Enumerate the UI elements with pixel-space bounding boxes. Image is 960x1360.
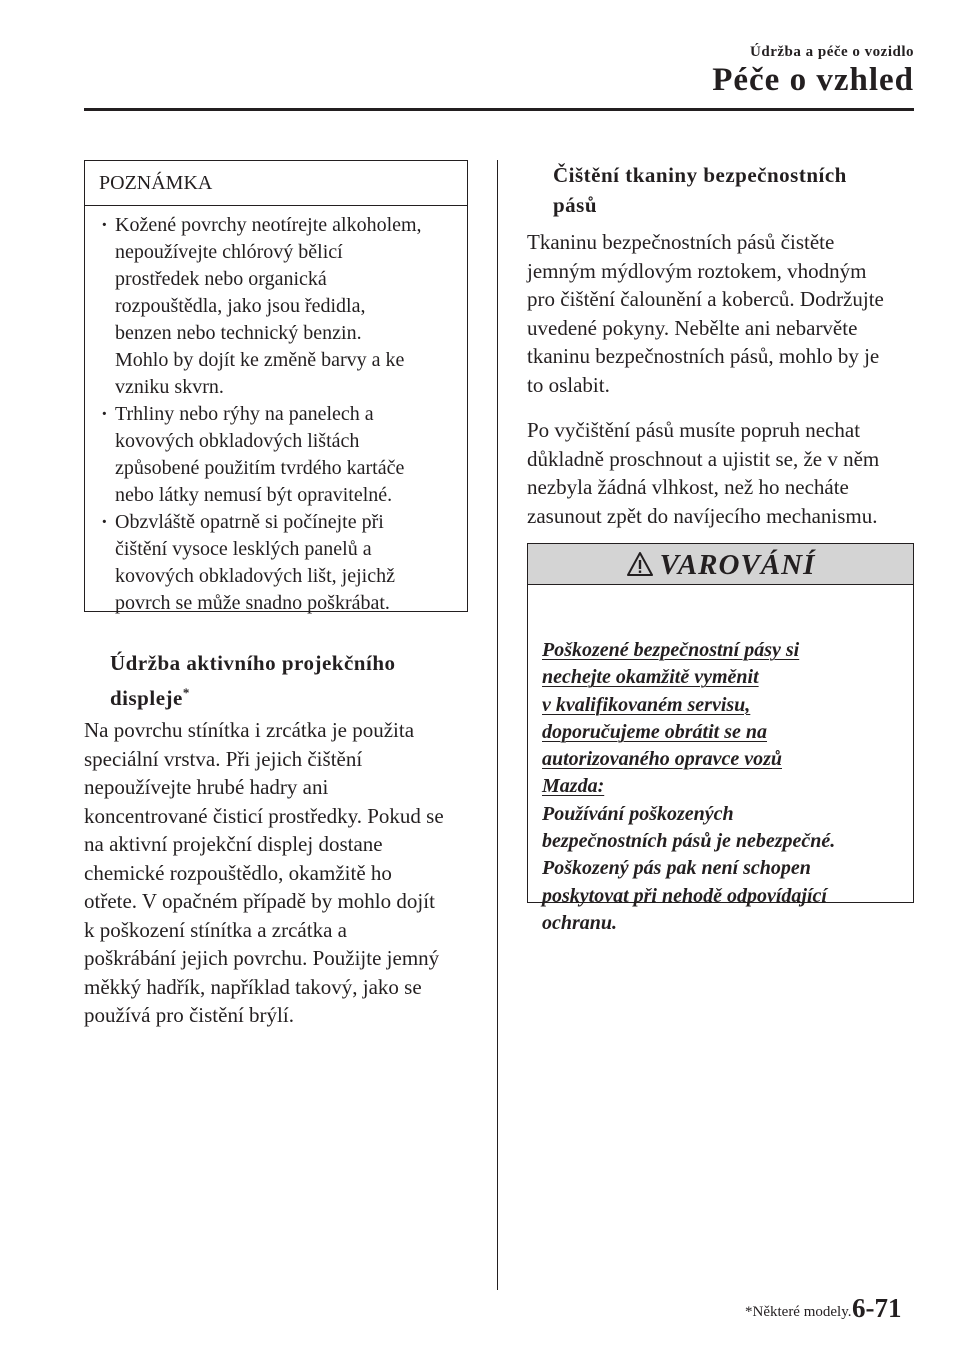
- text-line: nepoužívejte hrubé hadry ani: [84, 775, 329, 799]
- note-line: benzen nebo technický benzin.: [115, 322, 362, 344]
- text-line: Na povrchu stínítka i zrcátka je použita: [84, 718, 415, 742]
- note-line: · Trhliny nebo rýhy na panelech a: [115, 403, 374, 425]
- warning-triangle-icon: [626, 551, 654, 577]
- text-line: k poškození stínítka a zrcátka a: [84, 917, 347, 942]
- text-line: pro čištění čalounění a koberců. Dodržujte: [527, 287, 884, 311]
- belts-heading: [553, 160, 847, 220]
- warning-line: Používání poškozených: [542, 802, 734, 825]
- belts-paragraph-2: [527, 416, 879, 530]
- text-line: tkaninu bezpečnostních pásů, mohlo by je: [527, 344, 880, 368]
- text-line: to oslabit.: [527, 372, 610, 397]
- text-line: otřete. V opačném případě by mohlo dojít: [84, 889, 435, 913]
- note-line: čištění vysoce lesklých panelů a: [115, 538, 372, 560]
- text-line: jemným mýdlovým roztokem, vhodným: [527, 258, 867, 283]
- note-item: [97, 401, 455, 509]
- note-line: vzniku skvrn.: [115, 376, 224, 398]
- note-line: · Obzvláště opatrně si počínejte při: [115, 511, 384, 533]
- text-line: koncentrované čisticí prostředky. Pokud se: [84, 803, 444, 828]
- hud-heading-text: displeje: [110, 686, 183, 710]
- column-divider: [497, 160, 498, 1290]
- hud-heading-line: [110, 678, 396, 713]
- warning-line: nechejte okamžitě vyměnit: [542, 666, 759, 689]
- text-line: Po vyčištění pásů musíte popruh nechat: [527, 418, 861, 442]
- text-line: Tkaninu bezpečnostních pásů čistěte: [527, 230, 835, 254]
- warning-line: poskytovat při nehodě odpovídající: [542, 884, 827, 907]
- text-line: speciální vrstva. Při jejich čištění: [84, 746, 363, 771]
- note-list: [85, 206, 467, 617]
- chapter-title: Údržba a péče o vozidlo: [750, 44, 914, 60]
- note-line: kovových obkladových lištách: [115, 430, 360, 452]
- note-title: POZNÁMKA: [85, 161, 467, 206]
- warning-line: v kvalifikovaném servisu,: [542, 693, 751, 716]
- belts-heading-line: pásů: [553, 193, 598, 217]
- belts-heading-line: Čištění tkaniny bezpečnostních: [553, 163, 847, 187]
- footnote-mark: *: [182, 685, 190, 700]
- warning-line: Poškozený pás pak není schopen: [542, 857, 811, 880]
- hud-paragraph: [84, 716, 444, 1030]
- note-item: [97, 509, 455, 617]
- note-line: nebo látky nemusí být opravitelné.: [115, 484, 393, 506]
- warning-line: Mazda:: [542, 775, 605, 798]
- warning-line: bezpečnostních pásů je nebezpečné.: [542, 830, 836, 853]
- note-line: povrch se může snadno poškrábat.: [115, 592, 390, 614]
- note-item: [97, 212, 455, 401]
- warning-line: ochranu.: [542, 911, 618, 934]
- warning-header: [528, 544, 913, 585]
- page-number: 6-71: [852, 1293, 902, 1323]
- warning-line: Poškozené bezpečnostní pásy si: [542, 639, 800, 661]
- text-line: zasunout zpět do navíjecího mechanismu.: [527, 503, 878, 528]
- hud-heading: [110, 648, 396, 713]
- text-line: nezbyla žádná vlhkost, než ho necháte: [527, 475, 849, 499]
- note-line: nepoužívejte chlórový bělicí: [115, 241, 343, 263]
- belts-paragraph-1: [527, 228, 884, 399]
- note-line: Mohlo by dojít ke změně barvy a ke: [115, 349, 405, 371]
- text-line: chemické rozpouštědlo, okamžitě ho: [84, 860, 392, 885]
- note-box: [84, 160, 468, 612]
- note-line: prostředek nebo organická: [115, 268, 327, 290]
- warning-text: [528, 585, 913, 937]
- hud-heading-line: Údržba aktivního projekčního: [110, 651, 396, 675]
- text-line: na aktivní projekční displej dostane: [84, 832, 383, 856]
- note-line: kovových obkladových lišt, jejichž: [115, 565, 395, 587]
- warning-title: VAROVÁNÍ: [659, 549, 816, 581]
- text-line: uvedené pokyny. Nebělte ani nebarvěte: [527, 315, 858, 340]
- text-line: poškrábání jejich povrchu. Použijte jemný: [84, 946, 440, 970]
- warning-line: doporučujeme obrátit se na: [542, 720, 768, 743]
- note-line: rozpouštědla, jako jsou ředidla,: [115, 295, 366, 317]
- warning-box: [527, 543, 914, 934]
- text-line: důkladně proschnout a ujistit se, že v něm: [527, 446, 880, 471]
- footnote: *Některé modely.: [745, 1304, 852, 1320]
- note-line: způsobené použitím tvrdého kartáče: [115, 457, 405, 479]
- warning-line: autorizovaného opravce vozů: [542, 748, 782, 771]
- text-line: měkký hadřík, například takový, jako se: [84, 974, 422, 999]
- header-rule: [84, 108, 914, 111]
- note-line: · Kožené povrchy neotírejte alkoholem,: [115, 214, 422, 236]
- text-line: používá pro čistění brýlí.: [84, 1003, 294, 1027]
- section-title: Péče o vzhled: [712, 62, 914, 98]
